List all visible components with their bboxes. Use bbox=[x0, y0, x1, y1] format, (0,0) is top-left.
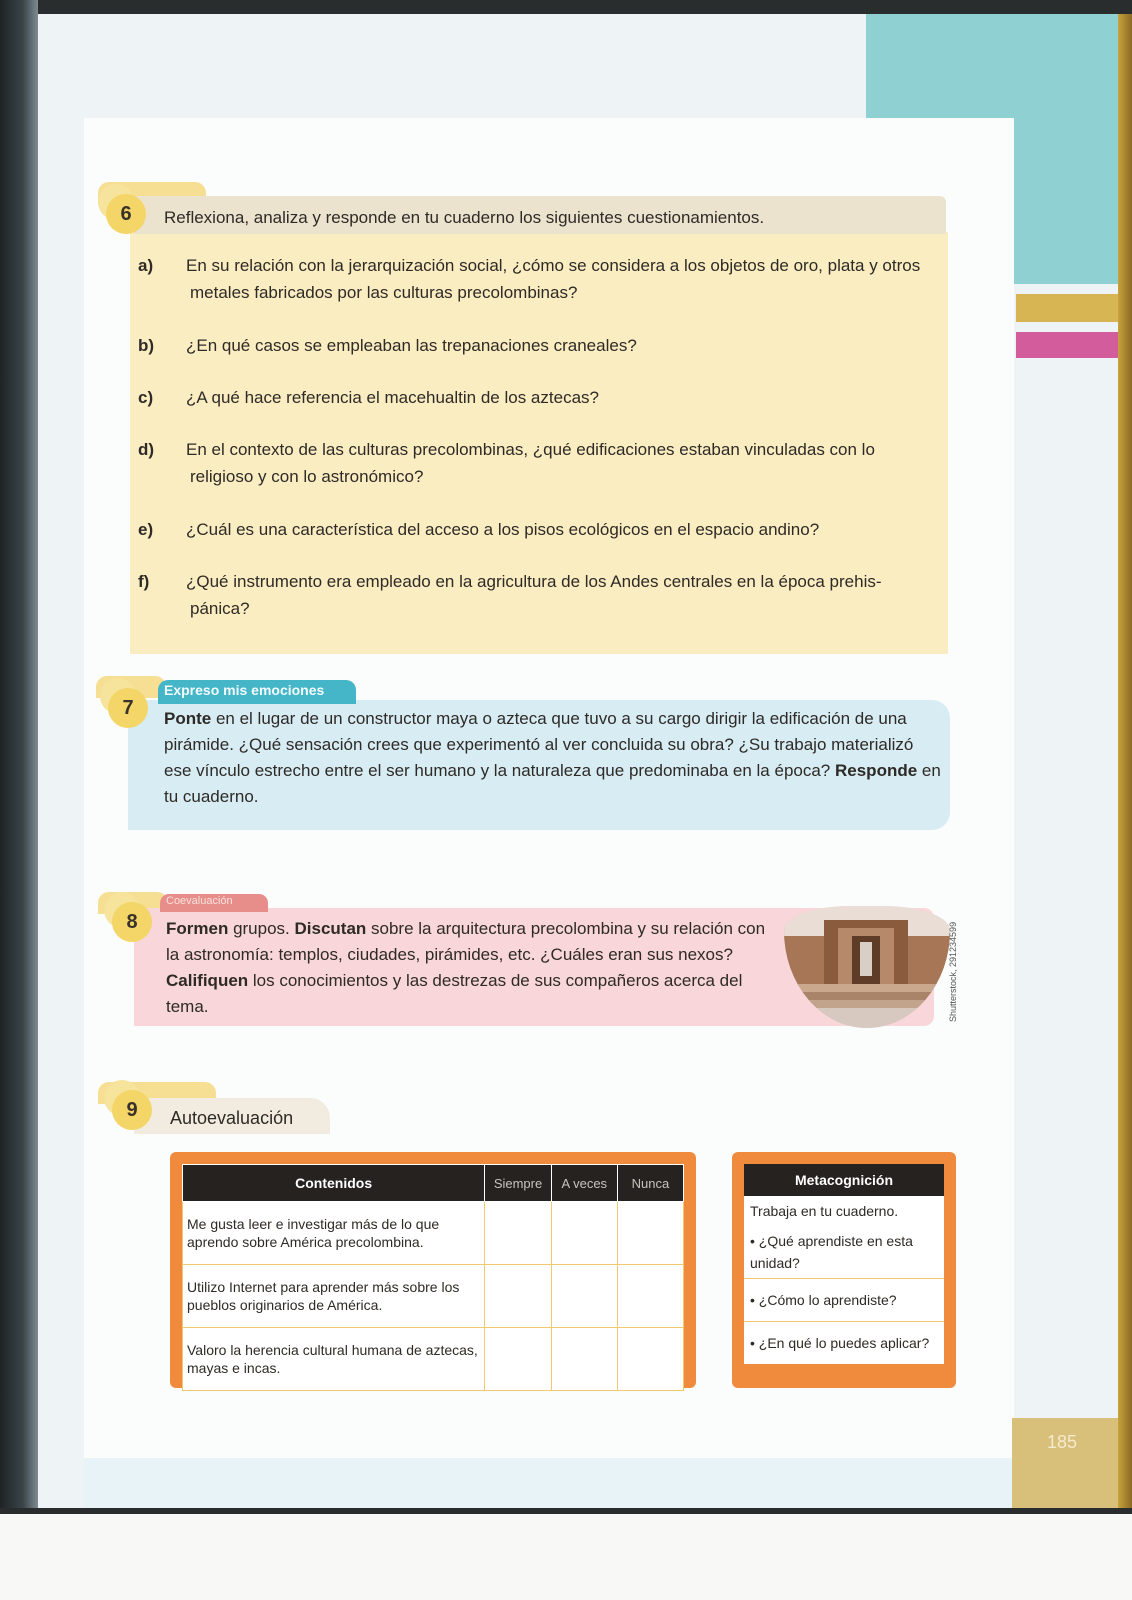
question-e: e) ¿Cuál es una característica del acceso a los pisos ecológicos en el espacio andino? bbox=[138, 520, 820, 539]
header-siempre: Siempre bbox=[485, 1165, 552, 1202]
page-number: 185 bbox=[1046, 1432, 1078, 1452]
row-text: Valoro la herencia cultural humana de aztecas, mayas e incas. bbox=[183, 1328, 485, 1391]
question-a: a) En su relación con la jerarquización social, ¿cómo se considera a los objetos de oro, plata y otros metales fabricados por las culturas precolombinas? bbox=[138, 256, 921, 302]
section-9-number: 9 bbox=[112, 1090, 152, 1130]
metacognicion-header: Metacognición bbox=[744, 1164, 944, 1196]
table-row bbox=[183, 1265, 684, 1328]
bottom-band bbox=[84, 1458, 1012, 1508]
nunca-cell[interactable] bbox=[617, 1328, 683, 1391]
header-contenidos: Contenidos bbox=[183, 1165, 485, 1202]
question-d: d) En el contexto de las culturas precolombinas, ¿qué edificaciones estaban vinculadas con lo religioso y con lo astronómico? bbox=[138, 440, 875, 486]
metacognicion-item: • ¿Cómo lo aprendiste? bbox=[744, 1279, 944, 1322]
photo-credit: Shutterstock, 291234599 bbox=[948, 921, 958, 1022]
table-row bbox=[183, 1328, 684, 1391]
section-7-number: 7 bbox=[108, 688, 148, 728]
page-edge bbox=[1118, 14, 1132, 1508]
header-a-veces: A veces bbox=[551, 1165, 617, 1202]
book-spine bbox=[0, 0, 38, 1510]
question-c: c) ¿A qué hace referencia el macehualtin de los aztecas? bbox=[138, 388, 599, 407]
section-8-text: Formen grupos. Discutan sobre la arquitectura precolombina y su relación con la astronomía: templos, ciudades, pirámides, etc. ¿Cuáles eran sus nexos? Califiquen los conocimientos y las destrezas de sus compañeros acerca del tema. bbox=[166, 919, 766, 1016]
siempre-cell[interactable] bbox=[485, 1265, 552, 1328]
section-6-number: 6 bbox=[106, 194, 146, 234]
siempre-cell[interactable] bbox=[485, 1202, 552, 1265]
contenidos-table bbox=[182, 1164, 684, 1391]
siempre-cell[interactable] bbox=[485, 1328, 552, 1391]
section-7-text: Ponte en el lugar de un constructor maya o azteca que tuvo a su cargo dirigir la edificación de una pirámide. ¿Qué sensación crees que experimentó al ver concluida su obra? ¿Su trabajo materializó ese vínculo estrecho entre el ser humano y la naturaleza que predominaba en la época? Responde en tu cuaderno. bbox=[164, 709, 941, 806]
metacognicion-item: • ¿En qué lo puedes aplicar? bbox=[750, 1335, 930, 1351]
question-f: f) ¿Qué instrumento era empleado en la agricultura de los Andes centrales en la época prehis-pánica? bbox=[138, 572, 882, 618]
a-veces-cell[interactable] bbox=[551, 1328, 617, 1391]
section-8-number: 8 bbox=[112, 902, 152, 942]
section-9-title: Autoevaluación bbox=[170, 1108, 294, 1128]
section-7-tab-label: Expreso mis emociones bbox=[164, 682, 325, 698]
question-b: b) ¿En qué casos se empleaban las trepanaciones craneales? bbox=[138, 336, 637, 355]
row-text: Me gusta leer e investigar más de lo que aprendo sobre América precolombina. bbox=[183, 1202, 485, 1265]
scan-background bbox=[0, 1514, 1132, 1600]
pink-edge-tab bbox=[1016, 332, 1118, 358]
metacognicion-intro: Trabaja en tu cuaderno. bbox=[750, 1203, 899, 1219]
row-text: Utilizo Internet para aprender más sobre los pueblos originarios de América. bbox=[183, 1265, 485, 1328]
section-6-title: Reflexiona, analiza y responde en tu cuaderno los siguientes cuestionamientos. bbox=[164, 208, 765, 227]
section-8-tab-label: Coevaluación bbox=[166, 895, 233, 907]
metacognicion-table bbox=[744, 1164, 944, 1364]
nunca-cell[interactable] bbox=[617, 1202, 683, 1265]
gold-edge-tab bbox=[1016, 294, 1118, 322]
metacognicion-item: • ¿Qué aprendiste en esta unidad? bbox=[744, 1226, 944, 1279]
a-veces-cell[interactable] bbox=[551, 1265, 617, 1328]
table-row bbox=[183, 1202, 684, 1265]
header-nunca: Nunca bbox=[617, 1165, 683, 1202]
a-veces-cell[interactable] bbox=[551, 1202, 617, 1265]
nunca-cell[interactable] bbox=[617, 1265, 683, 1328]
